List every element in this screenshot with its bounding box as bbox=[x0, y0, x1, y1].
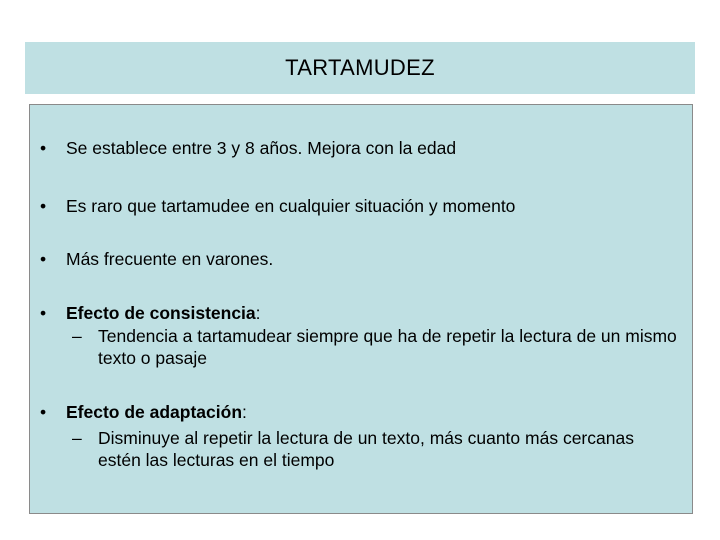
bullet-bold-text: Efecto de consistencia bbox=[66, 303, 256, 323]
bullet-bold-text: Efecto de adaptación bbox=[66, 402, 243, 422]
bullet-text bbox=[66, 401, 676, 423]
dash-icon: – bbox=[72, 428, 82, 448]
bullet-text: Se establece entre 3 y 8 años. Mejora con la edad bbox=[66, 138, 457, 158]
dash-icon: – bbox=[72, 326, 82, 346]
content-panel bbox=[29, 104, 693, 514]
sub-bullet-text: Disminuye al repetir la lectura de un texto, más cuanto más cercanas estén las lecturas en el tiempo bbox=[98, 428, 634, 470]
title-bar bbox=[25, 42, 695, 94]
bullet-dot-icon: • bbox=[40, 249, 47, 269]
bullet-text bbox=[66, 302, 676, 324]
bullet-text: Más frecuente en varones. bbox=[66, 249, 274, 269]
sub-bullet-text: Tendencia a tartamudear siempre que ha de repetir la lectura de un mismo texto o pasaje bbox=[98, 326, 677, 368]
bullet-tail-text: : bbox=[255, 303, 261, 323]
bullet-text: Es raro que tartamudee en cualquier situación y momento bbox=[66, 196, 516, 216]
slide-title: TARTAMUDEZ bbox=[285, 55, 435, 80]
bullet-dot-icon: • bbox=[40, 402, 47, 422]
bullet-tail-text: : bbox=[242, 402, 247, 422]
bullet-dot-icon: • bbox=[40, 138, 47, 158]
bullet-dot-icon: • bbox=[40, 196, 47, 216]
bullet-dot-icon: • bbox=[40, 303, 47, 323]
